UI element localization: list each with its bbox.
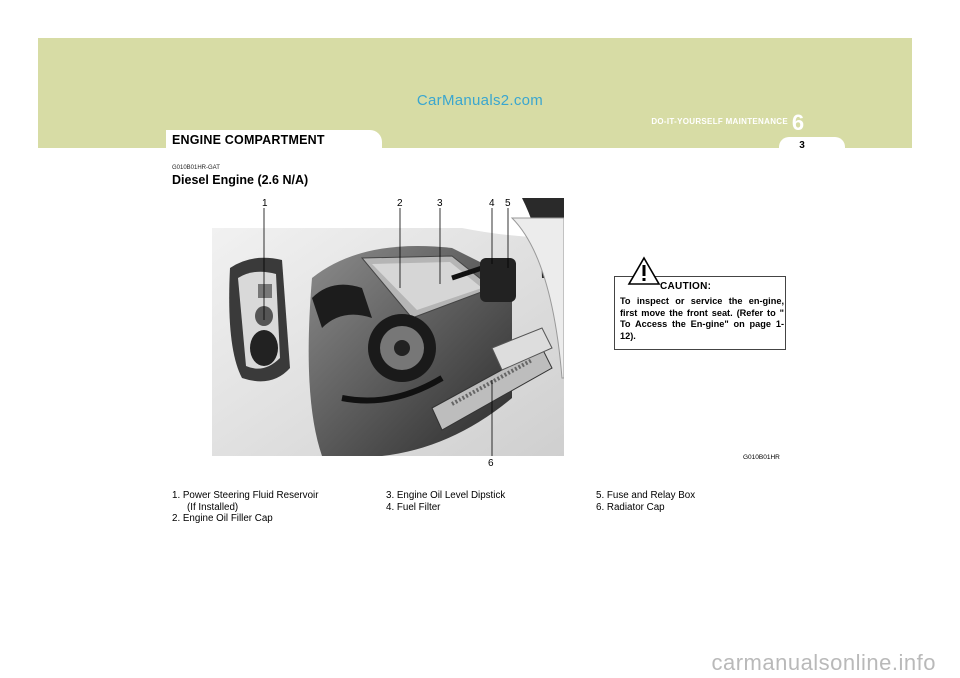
callout-3: 3	[437, 198, 443, 209]
legend-item: (If Installed)	[187, 501, 239, 513]
legend-item: 1. Power Steering Fluid Reservoir	[172, 490, 319, 501]
chapter-title: DO-IT-YOURSELF MAINTENANCE	[651, 117, 788, 126]
legend-item: 2. Engine Oil Filler Cap	[172, 513, 273, 524]
legend-item: 6. Radiator Cap	[596, 501, 665, 513]
figure-code: G010B01HR	[743, 454, 780, 461]
watermark-bottom[interactable]: carmanualsonline.info	[711, 650, 936, 675]
caution-text: To inspect or service the en-gine, first move the front seat. (Refer to " To Access the En-gine" on page 1-12).	[620, 296, 784, 341]
callout-6: 6	[488, 458, 494, 469]
engine-photo	[212, 198, 564, 456]
watermark-top[interactable]: CarManuals2.com	[416, 92, 544, 109]
legend-item: 3. Engine Oil Level Dipstick	[386, 490, 506, 501]
legend-column-2	[386, 490, 505, 513]
legend-column-3	[596, 490, 695, 513]
caution-title: CAUTION:	[660, 281, 712, 292]
section-title: ENGINE COMPARTMENT	[172, 133, 325, 147]
section-subtitle: Diesel Engine (2.6 N/A)	[172, 173, 309, 187]
callout-4: 4	[489, 198, 495, 209]
callout-1: 1	[262, 198, 268, 209]
callout-5: 5	[505, 198, 511, 209]
legend-column-1	[172, 490, 318, 525]
warning-triangle-icon	[627, 256, 661, 286]
legend-item: 5. Fuse and Relay Box	[596, 490, 696, 501]
page-number: 3	[799, 140, 805, 151]
legend-item: 4. Fuel Filter	[386, 501, 441, 513]
chapter-number: 6	[791, 110, 805, 135]
section-code: G010B01HR-GAT	[172, 165, 220, 171]
callout-2: 2	[397, 198, 403, 209]
